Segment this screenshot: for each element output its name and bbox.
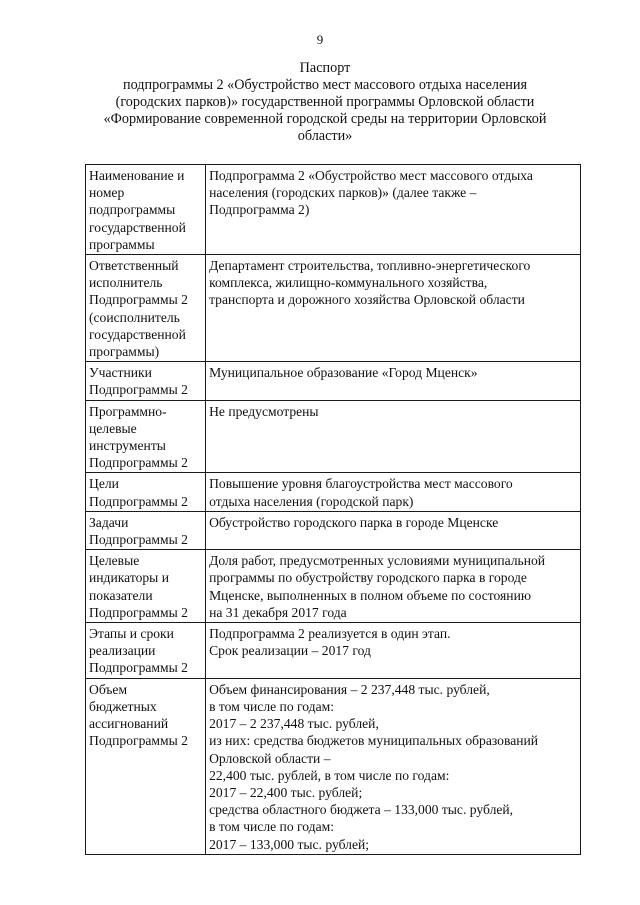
row-value-line: Департамент строительства, топливно-энергетического [209, 258, 531, 274]
row-label-line: Участники [89, 365, 152, 381]
row-label-line: государственной [89, 219, 186, 235]
row-value-line: в том числе по годам: [209, 698, 334, 714]
row-label-line: программы [89, 236, 155, 252]
row-value-cell [206, 400, 581, 473]
row-value-line: отдыха населения (городской парк) [209, 493, 414, 509]
row-label-cell [86, 165, 206, 255]
heading-line: «Формирование современной городской среды на территории Орловской [103, 111, 547, 127]
row-value-line: Объем финансирования – 2 237,448 тыс. рублей, [209, 681, 490, 697]
row-value-cell [206, 473, 581, 511]
table-row [86, 165, 581, 255]
row-label-line: Подпрограммы 2 [89, 382, 188, 398]
row-label-line: Подпрограммы 2 [89, 493, 188, 509]
table-row [86, 400, 581, 473]
row-value-line: в том числе по годам: [209, 819, 334, 835]
row-label-line: государственной [89, 326, 186, 342]
row-label-cell [86, 255, 206, 362]
row-label-line: Подпрограммы 2 [89, 604, 188, 620]
row-label-line: Ответственный [89, 258, 179, 274]
row-label-line: Целевые [89, 553, 140, 569]
row-value-line: Подпрограмма 2 реализуется в один этап. [209, 626, 451, 642]
row-value-line: Мценске, выполненных в полном объеме по состоянию [209, 587, 531, 603]
row-value-line: на 31 декабря 2017 года [209, 604, 347, 620]
row-value-line: Муниципальное образование «Город Мценск» [209, 365, 478, 381]
heading-line: области» [297, 128, 353, 144]
row-label-line: инструменты [89, 438, 166, 454]
row-label-line: Задачи [89, 514, 129, 530]
heading-line: (городских парков)» государственной программы Орловской области [115, 94, 535, 110]
row-label-line: реализации [89, 643, 156, 659]
row-value-line: из них: средства бюджетов муниципальных образований [209, 733, 539, 749]
table-row [86, 678, 581, 854]
row-label-line: ассигнований [89, 716, 169, 732]
page-number: 9 [316, 32, 324, 47]
row-value-line: 2017 – 2 237,448 тыс. рублей, [209, 716, 379, 732]
row-label-cell [86, 623, 206, 679]
passport-heading [90, 60, 560, 145]
row-value-line: 22,400 тыс. рублей, в том числе по годам: [209, 767, 450, 783]
row-label-line: Подпрограммы 2 [89, 532, 188, 548]
heading-line: подпрограммы 2 «Обустройство мест массового отдыха населения [123, 77, 527, 93]
row-label-line: Цели [89, 476, 119, 492]
row-value-cell [206, 362, 581, 400]
row-value-cell [206, 165, 581, 255]
row-value-line: транспорта и дорожного хозяйства Орловской области [209, 292, 525, 308]
row-label-line: (соисполнитель [89, 309, 180, 325]
row-value-line: программы по обустройству городского парка в городе [209, 570, 527, 586]
row-value-line: Обустройство городского парка в городе Мценске [209, 514, 499, 530]
row-label-line: индикаторы и [89, 570, 169, 586]
passport-table [85, 164, 581, 855]
row-value-line: 2017 – 22,400 тыс. рублей; [209, 784, 363, 800]
row-value-cell [206, 623, 581, 679]
row-label-cell [86, 511, 206, 549]
row-value-line: комплекса, жилищно-коммунального хозяйства, [209, 275, 488, 291]
table-row [86, 623, 581, 679]
row-value-line: Подпрограмма 2) [209, 202, 310, 218]
row-label-cell [86, 400, 206, 473]
row-label-cell [86, 550, 206, 623]
row-label-cell [86, 473, 206, 511]
row-label-line: Подпрограммы 2 [89, 455, 188, 471]
table-row [86, 473, 581, 511]
row-label-line: Наименование и [89, 168, 185, 183]
row-label-line: Подпрограммы 2 [89, 660, 188, 676]
row-label-line: бюджетных [89, 698, 157, 714]
row-value-line: Подпрограмма 2 «Обустройство мест массового отдыха [209, 168, 533, 183]
row-label-cell [86, 678, 206, 854]
row-label-line: Этапы и сроки [89, 626, 174, 642]
row-label-line: номер [89, 185, 125, 201]
row-value-line: Повышение уровня благоустройства мест массового [209, 476, 513, 492]
row-value-cell [206, 550, 581, 623]
row-label-line: Подпрограммы 2 [89, 733, 188, 749]
row-value-cell [206, 511, 581, 549]
table-row [86, 550, 581, 623]
row-label-line: показатели [89, 587, 153, 603]
row-value-line: Не предусмотрены [209, 403, 319, 419]
row-value-line: населения (городских парков)» (далее также – [209, 185, 477, 201]
passport-table-body [86, 165, 581, 855]
row-value-line: Срок реализации – 2017 год [209, 643, 371, 659]
row-value-cell [206, 255, 581, 362]
row-label-line: исполнитель [89, 275, 163, 291]
row-value-cell [206, 678, 581, 854]
row-value-line: Орловской области – [209, 750, 331, 766]
row-label-line: целевые [89, 420, 137, 436]
table-row [86, 255, 581, 362]
row-value-line: 2017 – 133,000 тыс. рублей; [209, 836, 370, 852]
row-label-line: Объем [89, 681, 128, 697]
row-value-line: Доля работ, предусмотренных условиями муниципальной [209, 553, 546, 569]
row-label-line: Подпрограммы 2 [89, 292, 188, 308]
heading-line: Паспорт [299, 60, 351, 76]
row-label-line: программы) [89, 344, 160, 360]
table-row [86, 511, 581, 549]
row-label-line: Программно- [89, 403, 167, 419]
row-label-cell [86, 362, 206, 400]
row-label-line: подпрограммы [89, 202, 176, 218]
table-row [86, 362, 581, 400]
row-value-line: средства областного бюджета – 133,000 тыс. рублей, [209, 802, 514, 818]
